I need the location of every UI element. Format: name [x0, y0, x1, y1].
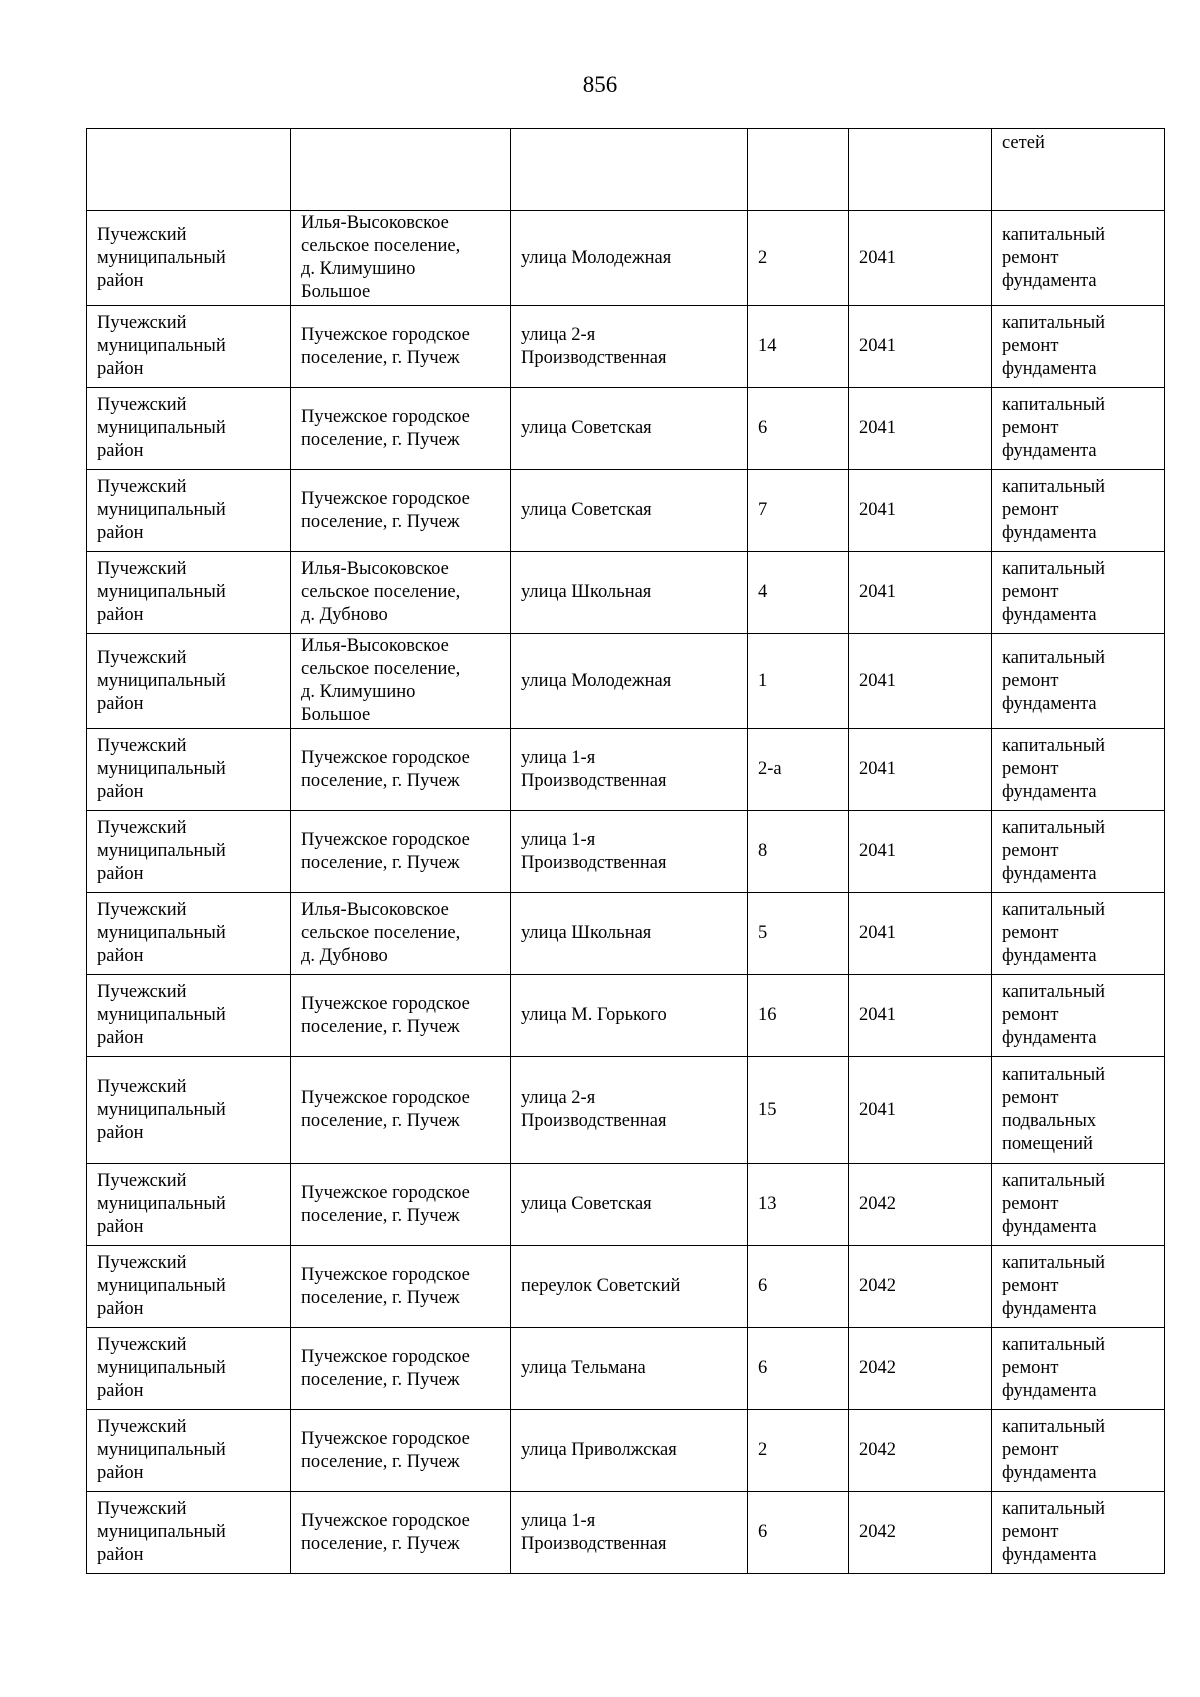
work-text: капитальный ремонт фундамента — [1002, 900, 1106, 966]
house-text: 16 — [758, 1005, 777, 1025]
table-row — [87, 1164, 1165, 1246]
year-text: 2042 — [859, 1358, 896, 1378]
cell-work — [992, 388, 1165, 470]
year-text: 2041 — [859, 247, 896, 268]
house-text: 7 — [758, 500, 768, 520]
cell-work — [992, 729, 1165, 811]
settlement-text: Пучежское городское поселение, г. Пучеж — [301, 1182, 470, 1226]
cell-year — [849, 1164, 992, 1246]
house-text: 8 — [758, 841, 768, 861]
street-text: улица Приволжская — [521, 1440, 677, 1460]
district-text: Пучежский муниципальный район — [97, 1253, 226, 1319]
cell-street — [511, 634, 748, 729]
work-text: капитальный ремонт подвальных помещений — [1002, 1065, 1106, 1154]
cell-year — [849, 470, 992, 552]
cell-district — [87, 975, 291, 1057]
settlement-text: Илья-Высоковское сельское поселение, д. Климушино Большое — [301, 213, 461, 302]
house-text: 1 — [758, 670, 768, 691]
cell-settlement — [291, 1410, 511, 1492]
cell-work — [992, 306, 1165, 388]
house-text: 6 — [758, 1276, 768, 1296]
cell-street — [511, 388, 748, 470]
cell-year — [849, 729, 992, 811]
cell-work — [992, 1246, 1165, 1328]
cell-house — [748, 1328, 849, 1410]
house-text: 2-а — [758, 759, 782, 779]
house-text: 5 — [758, 923, 768, 943]
house-text: 13 — [758, 1194, 777, 1214]
district-text: Пучежский муниципальный район — [97, 1499, 226, 1565]
year-text: 2041 — [859, 582, 896, 602]
cell-house — [748, 129, 849, 211]
cell-house — [748, 1164, 849, 1246]
year-text: 2041 — [859, 923, 896, 943]
cell-district — [87, 1164, 291, 1246]
street-text: улица Тельмана — [521, 1358, 646, 1378]
cell-street — [511, 552, 748, 634]
cell-house — [748, 306, 849, 388]
table-row — [87, 729, 1165, 811]
cell-district — [87, 811, 291, 893]
cell-street — [511, 129, 748, 211]
settlement-text: Пучежское городское поселение, г. Пучеж — [301, 488, 470, 532]
cell-street — [511, 975, 748, 1057]
table-row — [87, 470, 1165, 552]
work-text: капитальный ремонт фундамента — [1002, 1253, 1106, 1319]
cell-work — [992, 1057, 1165, 1164]
table-row — [87, 893, 1165, 975]
cell-district — [87, 1410, 291, 1492]
cell-settlement — [291, 634, 511, 729]
cell-settlement — [291, 1164, 511, 1246]
cell-year — [849, 1410, 992, 1492]
cell-house — [748, 811, 849, 893]
district-text: Пучежский муниципальный район — [97, 224, 226, 291]
house-text: 4 — [758, 582, 768, 602]
house-text: 6 — [758, 1522, 768, 1542]
table-row — [87, 211, 1165, 306]
cell-street — [511, 1164, 748, 1246]
cell-house — [748, 552, 849, 634]
table-row — [87, 552, 1165, 634]
cell-work — [992, 811, 1165, 893]
cell-house — [748, 1410, 849, 1492]
cell-settlement — [291, 893, 511, 975]
year-text: 2042 — [859, 1194, 896, 1214]
cell-house — [748, 634, 849, 729]
cell-year — [849, 1057, 992, 1164]
cell-district — [87, 1328, 291, 1410]
cell-street — [511, 1246, 748, 1328]
settlement-text: Пучежское городское поселение, г. Пучеж — [301, 829, 470, 873]
cell-district — [87, 1057, 291, 1164]
cell-street — [511, 470, 748, 552]
year-text: 2041 — [859, 759, 896, 779]
street-text: улица 2-я Производственная — [521, 324, 667, 368]
cell-house — [748, 1057, 849, 1164]
cell-street — [511, 729, 748, 811]
cell-work — [992, 1492, 1165, 1574]
work-text: капитальный ремонт фундамента — [1002, 224, 1106, 291]
cell-district — [87, 729, 291, 811]
settlement-text: Пучежское городское поселение, г. Пучеж — [301, 1428, 470, 1472]
cell-house — [748, 470, 849, 552]
work-text: капитальный ремонт фундамента — [1002, 982, 1106, 1048]
work-text: капитальный ремонт фундамента — [1002, 477, 1106, 543]
cell-year — [849, 975, 992, 1057]
year-text: 2041 — [859, 841, 896, 861]
street-text: улица 1-я Производственная — [521, 829, 667, 873]
cell-year — [849, 552, 992, 634]
continuation-row — [87, 129, 1165, 211]
street-text: улица Школьная — [521, 582, 652, 602]
cell-settlement — [291, 1492, 511, 1574]
street-text: улица Школьная — [521, 923, 652, 943]
work-text: капитальный ремонт фундамента — [1002, 736, 1106, 802]
street-text: улица Молодежная — [521, 247, 672, 268]
district-text: Пучежский муниципальный район — [97, 982, 226, 1048]
cell-settlement — [291, 1246, 511, 1328]
work-text: капитальный ремонт фундамента — [1002, 1335, 1106, 1401]
table-row — [87, 388, 1165, 470]
registry-table — [86, 128, 1165, 1574]
street-text: переулок Советский — [521, 1276, 681, 1296]
cell-year — [849, 129, 992, 211]
cell-district — [87, 306, 291, 388]
cell-house — [748, 388, 849, 470]
cell-year — [849, 1492, 992, 1574]
house-text: 2 — [758, 1440, 768, 1460]
settlement-text: Пучежское городское поселение, г. Пучеж — [301, 1346, 470, 1390]
year-text: 2041 — [859, 1099, 896, 1120]
cell-street — [511, 1057, 748, 1164]
table-row — [87, 975, 1165, 1057]
district-text: Пучежский муниципальный район — [97, 818, 226, 884]
cell-settlement — [291, 388, 511, 470]
cell-district — [87, 1492, 291, 1574]
cell-settlement — [291, 129, 511, 211]
district-text: Пучежский муниципальный район — [97, 559, 226, 625]
cell-settlement — [291, 729, 511, 811]
cell-work — [992, 634, 1165, 729]
street-text: улица 1-я Производственная — [521, 747, 667, 791]
settlement-text: Илья-Высоковское сельское поселение, д. Дубново — [301, 559, 461, 625]
settlement-text: Илья-Высоковское сельское поселение, д. Климушино Большое — [301, 636, 461, 725]
cell-work — [992, 1410, 1165, 1492]
cell-year — [849, 634, 992, 729]
district-text: Пучежский муниципальный район — [97, 736, 226, 802]
cell-house — [748, 975, 849, 1057]
cell-settlement — [291, 306, 511, 388]
cell-house — [748, 729, 849, 811]
year-text: 2041 — [859, 1005, 896, 1025]
cell-settlement — [291, 1057, 511, 1164]
year-text: 2042 — [859, 1276, 896, 1296]
cell-street — [511, 1328, 748, 1410]
cell-district — [87, 552, 291, 634]
settlement-text: Пучежское городское поселение, г. Пучеж — [301, 1088, 470, 1131]
district-text: Пучежский муниципальный район — [97, 647, 226, 714]
house-text: 6 — [758, 1358, 768, 1378]
cell-street — [511, 211, 748, 306]
work-text: капитальный ремонт фундамента — [1002, 395, 1106, 461]
cell-work — [992, 1164, 1165, 1246]
registry-table-body — [87, 129, 1165, 1574]
table-row — [87, 811, 1165, 893]
work-text: капитальный ремонт фундамента — [1002, 313, 1106, 379]
work-text: капитальный ремонт фундамента — [1002, 1499, 1106, 1565]
cell-work — [992, 552, 1165, 634]
cell-year — [849, 811, 992, 893]
settlement-text: Пучежское городское поселение, г. Пучеж — [301, 1510, 470, 1554]
cell-street — [511, 1492, 748, 1574]
work-text: капитальный ремонт фундамента — [1002, 1417, 1106, 1483]
cell-settlement — [291, 470, 511, 552]
year-text: 2041 — [859, 418, 896, 438]
cell-settlement — [291, 975, 511, 1057]
house-text: 6 — [758, 418, 768, 438]
house-text: 14 — [758, 336, 777, 356]
house-text: 15 — [758, 1099, 777, 1120]
cell-year — [849, 1246, 992, 1328]
year-text: 2042 — [859, 1522, 896, 1542]
district-text: Пучежский муниципальный район — [97, 477, 226, 543]
cell-work — [992, 893, 1165, 975]
cell-house — [748, 211, 849, 306]
house-text: 2 — [758, 247, 768, 268]
cell-work — [992, 470, 1165, 552]
cell-work — [992, 1328, 1165, 1410]
district-text: Пучежский муниципальный район — [97, 1171, 226, 1237]
table-row — [87, 1492, 1165, 1574]
street-text: улица М. Горького — [521, 1005, 667, 1025]
street-text: улица Молодежная — [521, 670, 672, 691]
cell-work — [992, 129, 1165, 211]
work-text: капитальный ремонт фундамента — [1002, 1171, 1106, 1237]
cell-house — [748, 1492, 849, 1574]
cell-street — [511, 811, 748, 893]
cell-district — [87, 129, 291, 211]
street-text: улица Советская — [521, 1194, 652, 1214]
table-row — [87, 306, 1165, 388]
settlement-text: Пучежское городское поселение, г. Пучеж — [301, 747, 470, 791]
cell-settlement — [291, 211, 511, 306]
cell-year — [849, 1328, 992, 1410]
work-text: капитальный ремонт фундамента — [1002, 647, 1106, 714]
cell-settlement — [291, 811, 511, 893]
settlement-text: Пучежское городское поселение, г. Пучеж — [301, 993, 470, 1037]
work-text: сетей — [1002, 133, 1045, 153]
cell-work — [992, 211, 1165, 306]
work-text: капитальный ремонт фундамента — [1002, 559, 1106, 625]
cell-street — [511, 306, 748, 388]
street-text: улица 1-я Производственная — [521, 1510, 667, 1554]
street-text: улица Советская — [521, 418, 652, 438]
district-text: Пучежский муниципальный район — [97, 395, 226, 461]
cell-settlement — [291, 552, 511, 634]
street-text: улица 2-я Производственная — [521, 1088, 667, 1131]
cell-district — [87, 1246, 291, 1328]
cell-district — [87, 634, 291, 729]
district-text: Пучежский муниципальный район — [97, 1076, 226, 1143]
work-text: капитальный ремонт фундамента — [1002, 818, 1106, 884]
district-text: Пучежский муниципальный район — [97, 1335, 226, 1401]
year-text: 2041 — [859, 336, 896, 356]
cell-house — [748, 1246, 849, 1328]
table-row — [87, 634, 1165, 729]
district-text: Пучежский муниципальный район — [97, 900, 226, 966]
table-row — [87, 1410, 1165, 1492]
table-row — [87, 1246, 1165, 1328]
cell-settlement — [291, 1328, 511, 1410]
cell-house — [748, 893, 849, 975]
cell-year — [849, 893, 992, 975]
cell-street — [511, 1410, 748, 1492]
street-text: улица Советская — [521, 500, 652, 520]
year-text: 2042 — [859, 1440, 896, 1460]
table-row — [87, 1057, 1165, 1164]
cell-work — [992, 975, 1165, 1057]
cell-district — [87, 893, 291, 975]
settlement-text: Пучежское городское поселение, г. Пучеж — [301, 1264, 470, 1308]
year-text: 2041 — [859, 500, 896, 520]
district-text: Пучежский муниципальный район — [97, 313, 226, 379]
year-text: 2041 — [859, 670, 896, 691]
cell-district — [87, 388, 291, 470]
cell-district — [87, 470, 291, 552]
cell-district — [87, 211, 291, 306]
settlement-text: Илья-Высоковское сельское поселение, д. Дубново — [301, 900, 461, 966]
cell-year — [849, 211, 992, 306]
cell-year — [849, 306, 992, 388]
district-text: Пучежский муниципальный район — [97, 1417, 226, 1483]
cell-year — [849, 388, 992, 470]
page-number: 856 — [582, 72, 618, 97]
settlement-text: Пучежское городское поселение, г. Пучеж — [301, 324, 470, 368]
settlement-text: Пучежское городское поселение, г. Пучеж — [301, 406, 470, 450]
table-row — [87, 1328, 1165, 1410]
cell-street — [511, 893, 748, 975]
